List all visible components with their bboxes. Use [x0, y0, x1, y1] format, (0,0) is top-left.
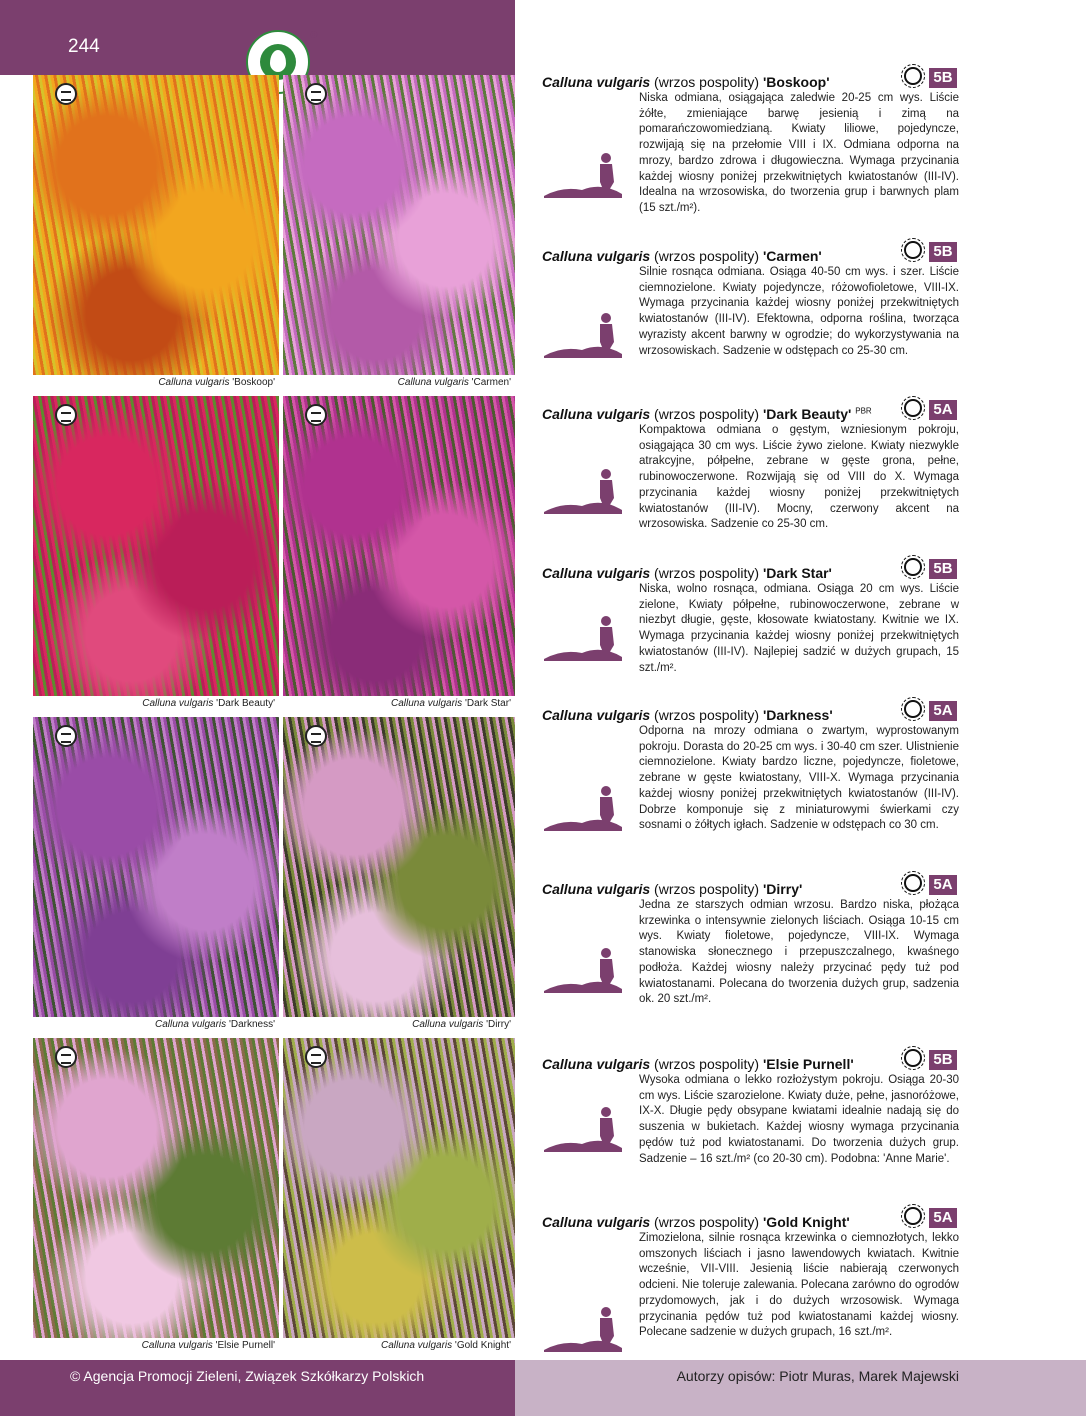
photo-caption: Calluna vulgaris 'Elsie Purnell' — [141, 1340, 275, 1351]
plant-photo — [33, 1038, 279, 1338]
plant-photo — [283, 75, 515, 375]
height-silhouette-icon — [542, 146, 624, 198]
variety-title: Calluna vulgaris (wrzos pospolity) 'Dirry' — [542, 881, 803, 897]
full-sun-icon — [904, 241, 922, 259]
full-sun-icon — [904, 558, 922, 576]
variety-entry — [542, 560, 960, 705]
variety-title: Calluna vulgaris (wrzos pospolity) 'Gold Knight' — [542, 1214, 850, 1230]
bee-friendly-icon — [305, 404, 327, 426]
footer-left — [0, 1360, 515, 1416]
bee-friendly-icon — [55, 404, 77, 426]
height-silhouette-icon — [542, 462, 624, 514]
variety-entry — [542, 876, 960, 1021]
hardiness-zone-badge: 5A — [929, 400, 957, 420]
full-sun-icon — [904, 67, 922, 85]
page-number: 244 — [68, 36, 100, 57]
photo-caption: Calluna vulgaris 'Boskoop' — [158, 377, 275, 388]
variety-title: Calluna vulgaris (wrzos pospolity) 'Dark Star' — [542, 565, 832, 581]
variety-entry — [542, 702, 960, 847]
full-sun-icon — [904, 1207, 922, 1225]
plant-photo — [283, 717, 515, 1017]
photo-caption: Calluna vulgaris 'Darkness' — [155, 1019, 275, 1030]
variety-description: Odporna na mrozy odmiana o zwartym, wyprostowanym pokroju. Dorasta do 20-25 cm wys. i 30-40 cm szer. Ulistnienie ciemnozielone. Kwiaty bardzo liczne, pojedyncze, fioletowe, zebrane w gęste kwiatostany, VIII-X. Wymaga przycinania każdej wiosny poniżej przekwitniętych kwiatostanów (III-IV). Dobrze komponuje się z miniaturowymi świerkami czy sosnami o żółtych igłach. Sadzenie w odstępach co 30 cm. — [639, 725, 959, 832]
variety-description: Silnie rosnąca odmiana. Osiąga 40-50 cm wys. i szer. Liście ciemnozielone. Kwiaty pojedyncze, różowofioletowe, VIII-IX. Wymaga przycinania każdej wiosny poniżej przekwitniętych kwiatostanów (III-IV). Efektowna, odporna roślina, tworząca wyrazisty akcent barwny w ogrodzie; do wykorzystywania na wrzosowiskach. Sadzenie w odstępach co 25-30 cm. — [639, 266, 959, 357]
variety-entry — [542, 1209, 960, 1354]
height-silhouette-icon — [542, 1100, 624, 1152]
full-sun-icon — [904, 874, 922, 892]
height-silhouette-icon — [542, 779, 624, 831]
variety-description: Wysoka odmiana o lekko rozłożystym pokroju. Osiąga 20-30 cm wys. Liście szarozielone. Kwiaty duże, pełne, jasnoróżowe, IX-X. Długie pędy obsypane kwiatami idealnie nadają się do suszenia w bukietach. Każdej wiosny wymaga przycinania pędów tuż pod kwiatostanami. Do tworzenia dużych grup. Sadzenie – 16 szt./m² (co 20-30 cm). Podobna: 'Anne Marie'. — [639, 1074, 959, 1165]
height-silhouette-icon — [542, 941, 624, 993]
bee-friendly-icon — [55, 83, 77, 105]
variety-entry — [542, 69, 960, 214]
footer-right — [515, 1360, 1086, 1416]
plant-photo — [33, 396, 279, 696]
variety-entry — [542, 401, 960, 546]
plant-photo — [283, 1038, 515, 1338]
bee-friendly-icon — [305, 83, 327, 105]
hardiness-zone-badge: 5B — [929, 242, 957, 262]
variety-title: Calluna vulgaris (wrzos pospolity) 'Boskoop' — [542, 74, 830, 90]
full-sun-icon — [904, 399, 922, 417]
plant-photo — [283, 396, 515, 696]
full-sun-icon — [904, 700, 922, 718]
variety-title: Calluna vulgaris (wrzos pospolity) 'Dark Beauty' $^{PBR}$ — [542, 406, 872, 422]
variety-entry — [542, 1051, 960, 1196]
bee-friendly-icon — [55, 1046, 77, 1068]
height-silhouette-icon — [542, 609, 624, 661]
bee-friendly-icon — [305, 1046, 327, 1068]
plant-photo — [33, 75, 279, 375]
variety-entry — [542, 243, 960, 388]
photo-caption: Calluna vulgaris 'Carmen' — [397, 377, 511, 388]
photo-caption: Calluna vulgaris 'Gold Knight' — [380, 1340, 511, 1351]
height-silhouette-icon — [542, 306, 624, 358]
variety-description: Niska odmiana, osiągająca zaledwie 20-25 cm wys. Liście żółte, zmieniające barwę jesienią i zimą na pomarańczowomiedzianą. Kwiaty liliowe, pojedyncze, rozwijają się na przełomie VIII i IX. Odmiana odporna na mrozy, bardzo zdrowa i długowieczna. Wymaga przycinania każdej wiosny poniżej przekwitniętych kwiatostanów (III-IV). Idealna na wrzosowiska, do tworzenia grup i barwnych plam (15 szt./m²). — [639, 92, 959, 214]
bee-friendly-icon — [55, 725, 77, 747]
full-sun-icon — [904, 1049, 922, 1067]
variety-title: Calluna vulgaris (wrzos pospolity) 'Carmen' — [542, 248, 822, 264]
authors-text: Autorzy opisów: Piotr Muras, Marek Majewski — [676, 1368, 959, 1384]
variety-title: Calluna vulgaris (wrzos pospolity) 'Darkness' — [542, 707, 833, 723]
plant-photo — [33, 717, 279, 1017]
registered-mark: ® — [310, 30, 318, 41]
variety-description: Jedna ze starszych odmian wrzosu. Bardzo niska, płożąca krzewinka o intensywnie zielonych liściach. Osiąga 10-15 cm wys. Kwiaty fioletowe, pojedyncze, VIII-IX. Wymaga stanowiska słonecznego i przepuszczalnego, kwaśnego podłoża. Każdej wiosny należy przycinać pędy tuż pod kwiatostanami. Polecana do tworzenia dużych grup, sadzenia ok. 20 szt./m². — [639, 899, 959, 1006]
variety-description: Niska, wolno rosnąca, odmiana. Osiąga 20 cm wys. Liście zielone, Kwiaty półpełne, rubinowoczerwone, zebrane w niezbyt długie, gęste, kłosowate kwiatostany. Kwitnie we IX. Wymaga przycinania każdej wiosny poniżej przekwitniętych kwiatostanów (III-IV). Najlepiej sadzić w dużych grupach, 15 szt./m². — [639, 583, 959, 674]
hardiness-zone-badge: 5A — [929, 701, 957, 721]
hardiness-zone-badge: 5B — [929, 1050, 957, 1070]
photo-caption: Calluna vulgaris 'Dark Beauty' — [142, 698, 275, 709]
hardiness-zone-badge: 5A — [929, 1208, 957, 1228]
variety-description: Zimozielona, silnie rosnąca krzewinka o ciemnozłotych, lekko omszonych liściach i jasno lawendowych kwiatach. Kwitnie wcześnie, VII-VIII. Jesienią liście nabierają czerwonych odcieni. Nie toleruje zalewania. Polecana zarówno do ogrodów przydomowych, jak i do dużych wrzosowisk. Wymaga przycinania pędów tuż pod kwiatostanami każdej wiosny. Polecane sadzenie w dużych grupach, 16 szt./m². — [639, 1232, 959, 1339]
bee-friendly-icon — [305, 725, 327, 747]
height-silhouette-icon — [542, 1300, 624, 1352]
hardiness-zone-badge: 5B — [929, 559, 957, 579]
variety-title: Calluna vulgaris (wrzos pospolity) 'Elsie Purnell' — [542, 1056, 854, 1072]
hardiness-zone-badge: 5B — [929, 68, 957, 88]
photo-caption: Calluna vulgaris 'Dirry' — [412, 1019, 511, 1030]
pbr-mark: PBR — [855, 406, 872, 416]
hardiness-zone-badge: 5A — [929, 875, 957, 895]
copyright-text: © Agencja Promocji Zieleni, Związek Szkółkarzy Polskich — [70, 1368, 425, 1384]
variety-description: Kompaktowa odmiana o gęstym, wzniesionym pokroju, osiągająca 30 cm wys. Liście żywo zielone. Kwiaty niezwykle atrakcyjne, półpełne, zebrane w gęste grona, pełne, rubinowoczerwone. Rozwijają się od VIII do X. Wymaga przycinania każdej wiosny poniżej przekwitniętych kwiatostanów (III-IV). Mocny, czerwony akcent na wrzosowiska. Sadzenie co 25-30 cm. — [639, 424, 959, 531]
photo-caption: Calluna vulgaris 'Dark Star' — [391, 698, 511, 709]
